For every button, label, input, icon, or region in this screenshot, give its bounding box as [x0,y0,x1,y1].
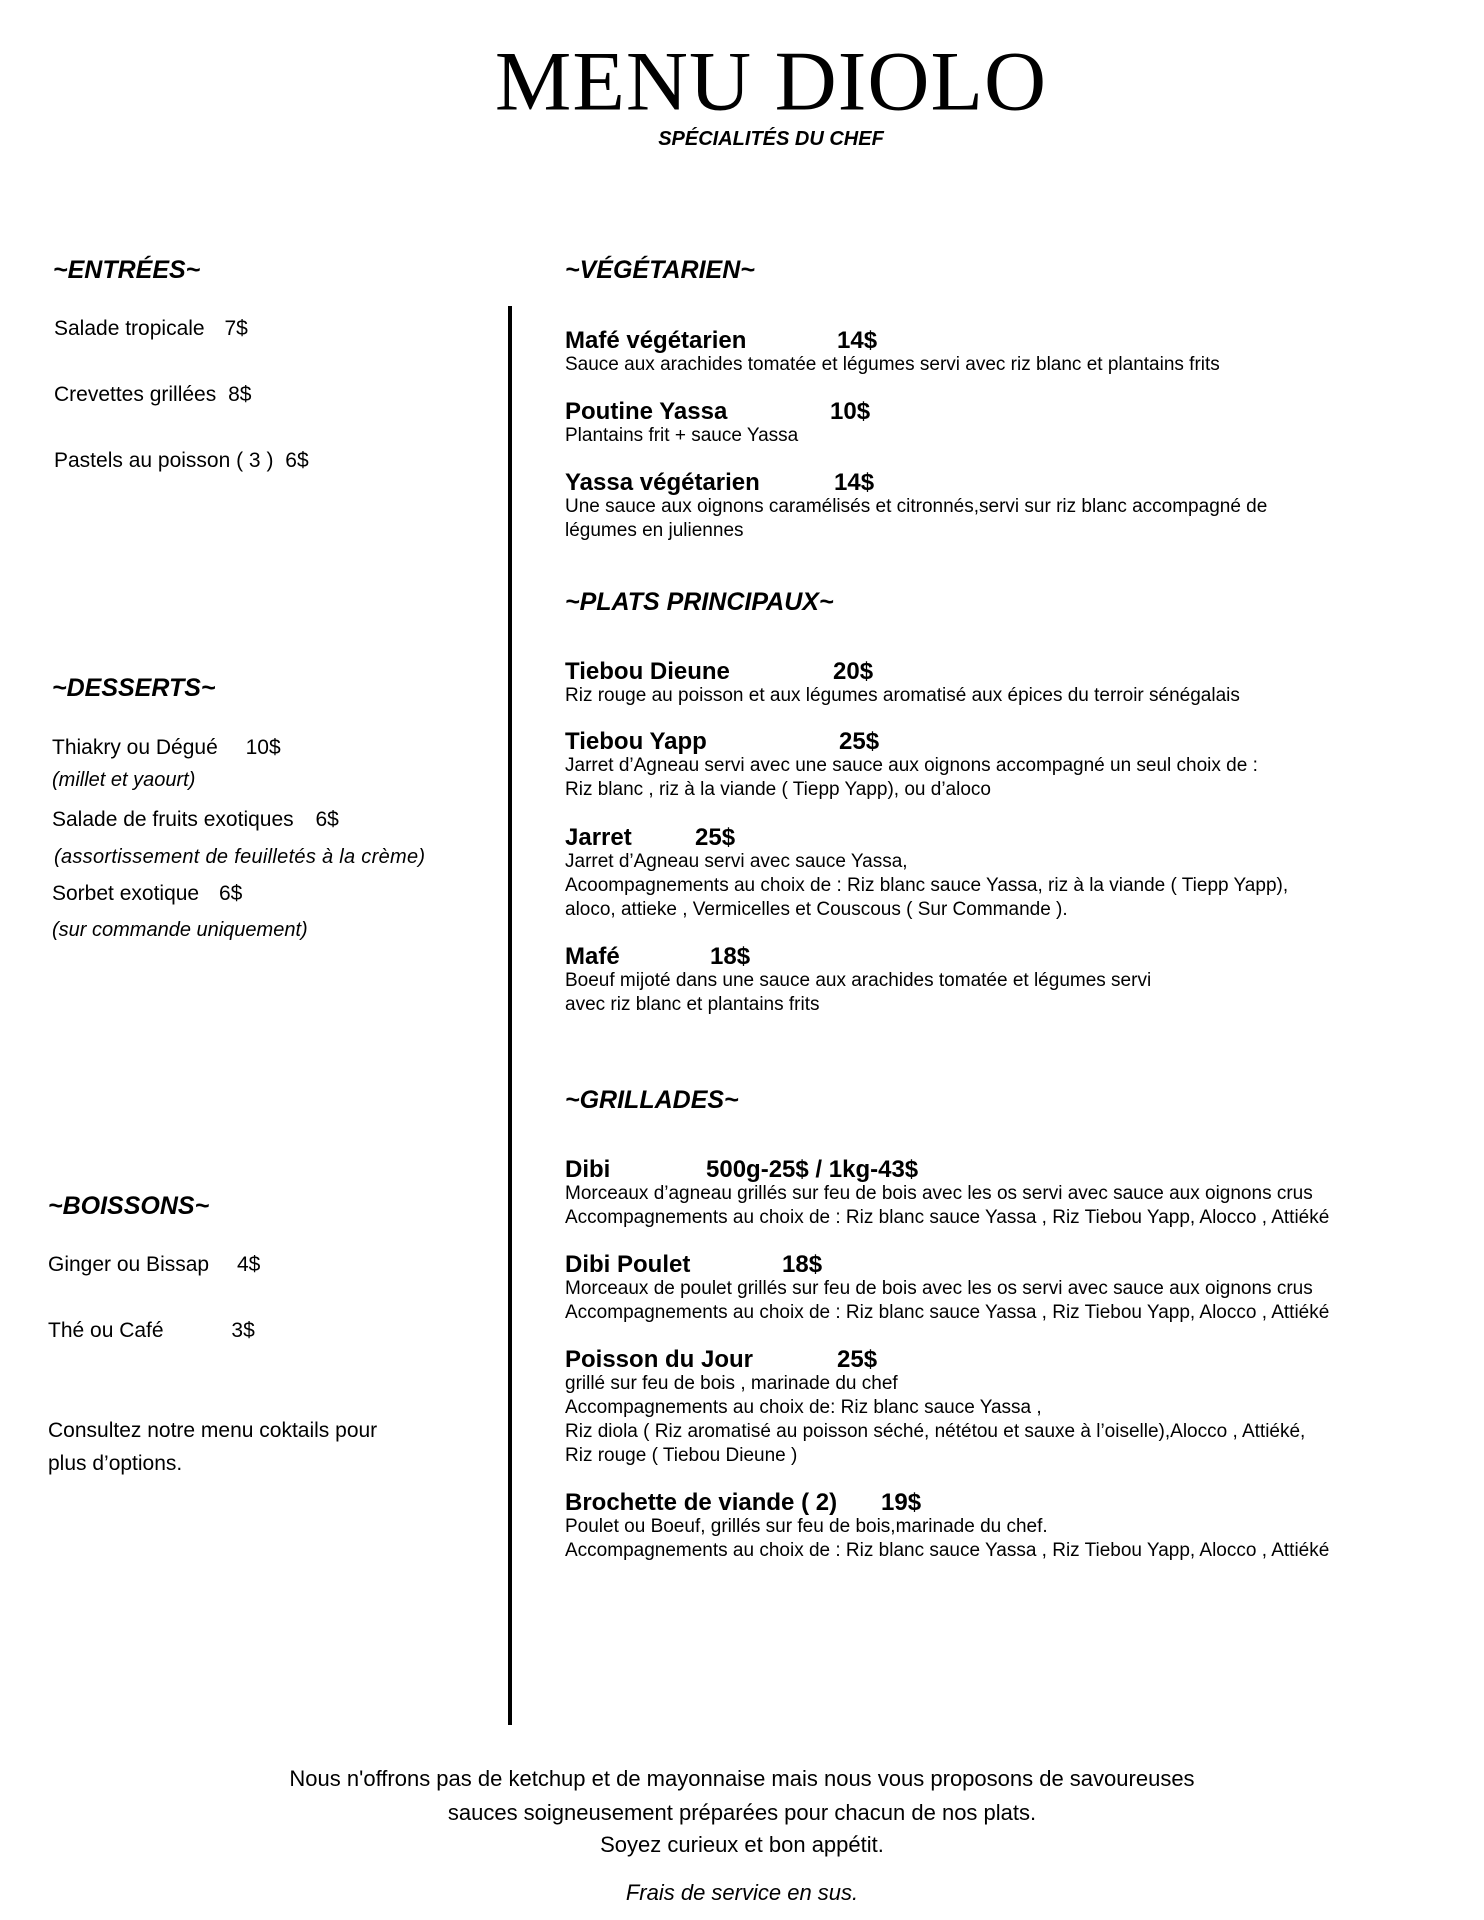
dish-desc: Riz diola ( Riz aromatisé au poisson séché, nététou et sauxe à l’oiselle),Alocco , Attiéké, [565,1421,1306,1443]
dish-price: 25$ [695,824,736,851]
column-divider [508,306,512,1725]
dish-desc: Riz blanc , riz à la viande ( Tiepp Yapp), ou d’aloco [565,779,991,801]
entree-price: 6$ [285,449,309,472]
entree-item [54,316,248,341]
vegetarien-heading: ~VÉGÉTARIEN~ [565,256,755,284]
cocktail-note-line2: plus d’options. [48,1452,183,1475]
boisson-item [48,1318,255,1343]
dish-name: Tiebou Dieune [565,658,730,685]
dish-price: 18$ [710,943,751,970]
dish-item [565,1347,1445,1468]
dish-name: Mafé végétarien [565,327,747,354]
dish-desc: Une sauce aux oignons caramélisés et citronnés,servi sur riz blanc accompagné de [565,496,1268,518]
dish-name: Poutine Yassa [565,398,728,425]
dish-price: 20$ [833,658,874,685]
dish-desc: légumes en juliennes [565,520,744,542]
dish-desc: Riz rouge ( Tiebou Dieune ) [565,1445,798,1467]
dish-desc: Riz rouge au poisson et aux légumes aromatisé aux épices du terroir sénégalais [565,685,1240,707]
cocktail-note-line1: Consultez notre menu coktails pour [48,1419,378,1442]
dish-name: Dibi Poulet [565,1251,691,1278]
dessert-item [52,881,242,906]
footer-line-1: Nous n'offrons pas de ketchup et de mayonnaise mais nous vous proposons de savoureuses [289,1766,1195,1791]
dish-item [565,470,1445,543]
boisson-price: 3$ [231,1319,255,1342]
dish-item [565,944,1445,1017]
dish-desc: avec riz blanc et plantains frits [565,994,820,1016]
dish-price: 500g-25$ / 1kg-43$ [706,1156,919,1183]
dish-desc: Morceaux de poulet grillés sur feu de bois avec les os servi avec sauce aux oignons crus [565,1278,1313,1300]
dish-desc: aloco, attieke , Vermicelles et Couscous ( Sur Commande ). [565,899,1068,921]
entree-price: 8$ [228,383,252,406]
entree-item [54,448,309,473]
dish-price: 14$ [834,469,875,496]
boisson-price: 4$ [236,1253,261,1276]
boissons-heading: ~BOISSONS~ [48,1192,210,1220]
footer-line-3: Soyez curieux et bon appétit. [600,1832,884,1857]
dessert-note: (sur commande uniquement) [52,919,308,941]
dish-desc: Accompagnements au choix de: Riz blanc sauce Yassa , [565,1397,1042,1419]
menu-title: MENU DIOLO [494,33,1048,129]
dessert-note: (assortissement de feuilletés à la crème) [54,846,426,868]
dish-item [565,1252,1445,1325]
dish-desc: Jarret d’Agneau servi avec sauce Yassa, [565,851,908,873]
dish-price: 18$ [782,1251,823,1278]
service-fee-note: Frais de service en sus. [625,1880,859,1905]
dish-desc: Plantains frit + sauce Yassa [565,425,799,447]
plats-heading: ~PLATS PRINCIPAUX~ [565,588,834,616]
dish-item [565,825,1445,922]
dish-desc: Accompagnements au choix de : Riz blanc sauce Yassa , Riz Tiebou Yapp, Alocco , Attiéké [565,1302,1330,1324]
dessert-item [52,735,281,760]
grillades-heading: ~GRILLADES~ [565,1086,739,1114]
entree-name: Crevettes grillées [54,383,217,406]
dish-price: 10$ [830,398,871,425]
dish-item [565,328,1445,377]
dish-item [565,729,1445,802]
dish-item [565,659,1445,708]
dish-price: 19$ [881,1489,922,1516]
dish-desc: Jarret d’Agneau servi avec une sauce aux oignons accompagné un seul choix de : [565,755,1258,777]
dish-desc: Accompagnements au choix de : Riz blanc sauce Yassa , Riz Tiebou Yapp, Alocco , Attiéké [565,1207,1330,1229]
footer-line-2: sauces soigneusement préparées pour chacun de nos plats. [447,1800,1037,1825]
dish-price: 25$ [839,728,880,755]
dish-name: Mafé [565,943,620,970]
dish-desc: Poulet ou Boeuf, grillés sur feu de bois,marinade du chef. [565,1516,1048,1538]
entree-name: Pastels au poisson ( 3 ) [54,449,274,472]
dish-item [565,399,1445,448]
dish-price: 14$ [837,327,878,354]
dish-item [565,1157,1445,1230]
dish-desc: Sauce aux arachides tomatée et légumes servi avec riz blanc et plantains frits [565,354,1220,376]
boisson-name: Thé ou Café [48,1319,164,1342]
dish-desc: Boeuf mijoté dans une sauce aux arachides tomatée et légumes servi [565,970,1152,992]
dessert-price: 6$ [218,882,243,905]
dish-name: Dibi [565,1156,611,1183]
dish-name: Poisson du Jour [565,1346,754,1373]
dessert-item [52,807,339,832]
dish-name: Yassa végétarien [565,469,760,496]
dish-desc: Accompagnements au choix de : Riz blanc sauce Yassa , Riz Tiebou Yapp, Alocco , Attiéké [565,1540,1330,1562]
dish-desc: grillé sur feu de bois , marinade du chef [565,1373,898,1395]
dish-name: Tiebou Yapp [565,728,707,755]
entrees-heading: ~ENTRÉES~ [53,256,201,284]
dish-desc: Acoompagnements au choix de : Riz blanc sauce Yassa, riz à la viande ( Tiepp Yapp), [565,875,1289,897]
boisson-item [48,1252,260,1277]
dessert-note: (millet et yaourt) [52,769,196,791]
entree-item [54,382,251,407]
menu-subtitle: SPÉCIALITÉS DU CHEF [658,128,884,150]
dish-item [565,1490,1445,1563]
dish-name: Jarret [565,824,632,851]
dish-price: 25$ [837,1346,878,1373]
dish-name: Brochette de viande ( 2) [565,1489,838,1516]
desserts-heading: ~DESSERTS~ [52,674,216,702]
entree-price: 7$ [224,317,248,340]
dessert-price: 10$ [245,736,281,759]
boisson-name: Ginger ou Bissap [48,1253,210,1276]
dessert-name: Salade de fruits exotiques [52,808,294,831]
dish-desc: Morceaux d’agneau grillés sur feu de bois avec les os servi avec sauce aux oignons crus [565,1183,1313,1205]
dessert-price: 6$ [315,808,339,831]
entree-name: Salade tropicale [54,317,205,340]
dessert-name: Sorbet exotique [52,882,200,905]
dessert-name: Thiakry ou Dégué [52,736,218,759]
